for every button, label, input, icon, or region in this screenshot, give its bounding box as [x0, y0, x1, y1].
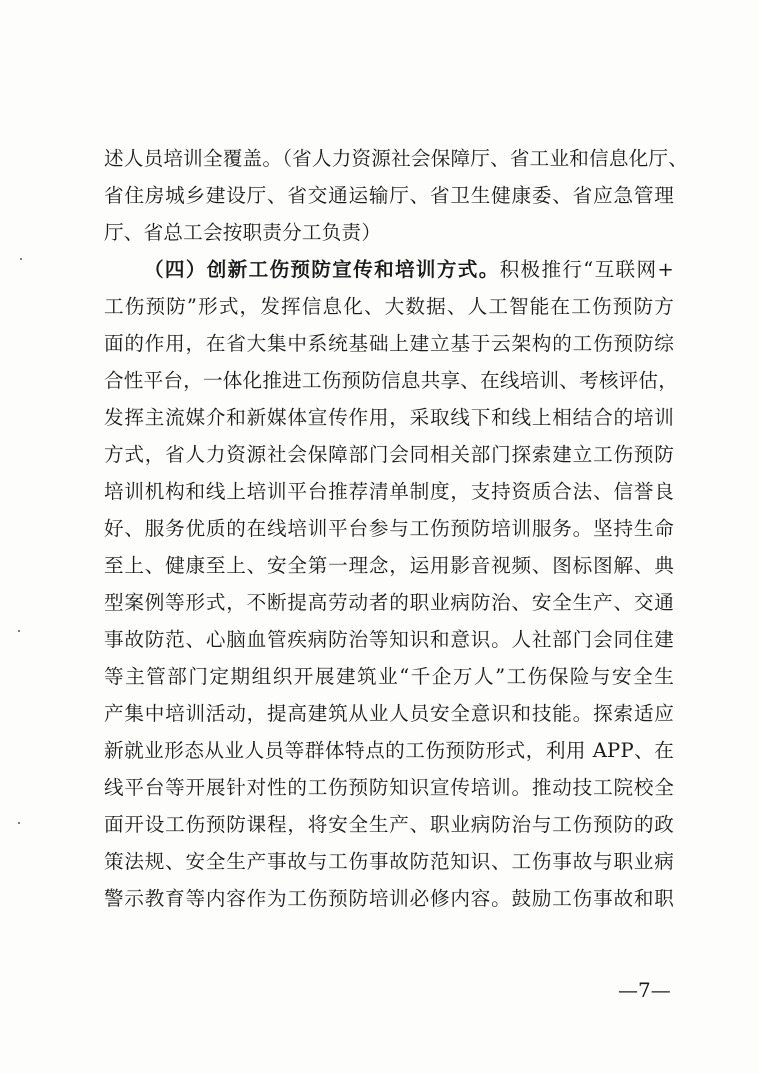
text-line: 面开设工伤预防课程，将安全生产、职业病防治与工伤预防的政	[104, 813, 674, 836]
section-first-line-text: 积极推行“互联网+	[499, 258, 674, 281]
scan-speck	[20, 258, 22, 260]
text-line: 新就业形态从业人员等群体特点的工伤预防形式，利用 APP、在	[104, 739, 674, 762]
text-line: 省住房城乡建设厅、省交通运输厅、省卫生健康委、省应急管理	[104, 184, 674, 207]
page-number: —7—	[618, 978, 671, 1002]
text-line: 警示教育等内容作为工伤预防培训必修内容。鼓励工伤事故和职	[104, 887, 674, 910]
text-line: 方式，省人力资源社会保障部门会同相关部门探索建立工伤预防	[104, 443, 674, 466]
text-line: 产集中培训活动，提高建筑从业人员安全意识和技能。探索适应	[104, 702, 674, 725]
scan-speck	[18, 630, 20, 632]
scan-speck	[18, 822, 20, 824]
text-line: 述人员培训全覆盖。（省人力资源社会保障厅、省工业和信息化厅、	[104, 147, 689, 170]
text-line: 合性平台，一体化推进工伤预防信息共享、在线培训、考核评估，	[104, 369, 679, 392]
section-heading: （四）创新工伤预防宣传和培训方式。	[144, 258, 500, 281]
text-line: 至上、健康至上、安全第一理念，运用影音视频、图标图解、典	[104, 554, 674, 577]
text-line: 厅、省总工会按职责分工负责）	[104, 221, 382, 244]
text-line: 培训机构和线上培训平台推荐清单制度，支持资质合法、信誉良	[104, 480, 674, 503]
text-line: 好、服务优质的在线培训平台参与工伤预防培训服务。坚持生命	[104, 517, 674, 540]
text-line: 发挥主流媒介和新媒体宣传作用，采取线下和线上相结合的培训	[104, 406, 674, 429]
section-first-line	[104, 251, 674, 288]
text-line: 型案例等形式，不断提高劳动者的职业病防治、安全生产、交通	[104, 591, 674, 614]
text-line: 面的作用，在省大集中系统基础上建立基于云架构的工伤预防综	[104, 332, 674, 355]
text-line: 事故防范、心脑血管疾病防治等知识和意识。人社部门会同住建	[104, 628, 674, 651]
body-text	[104, 140, 689, 917]
text-line: 线平台等开展针对性的工伤预防知识宣传培训。推动技工院校全	[104, 776, 674, 799]
text-line: 等主管部门定期组织开展建筑业“千企万人”工伤保险与安全生	[104, 665, 674, 688]
text-line: 策法规、安全生产事故与工伤事故防范知识、工伤事故与职业病	[104, 850, 674, 873]
text-line: 工伤预防”形式，发挥信息化、大数据、人工智能在工伤预防方	[104, 295, 674, 318]
